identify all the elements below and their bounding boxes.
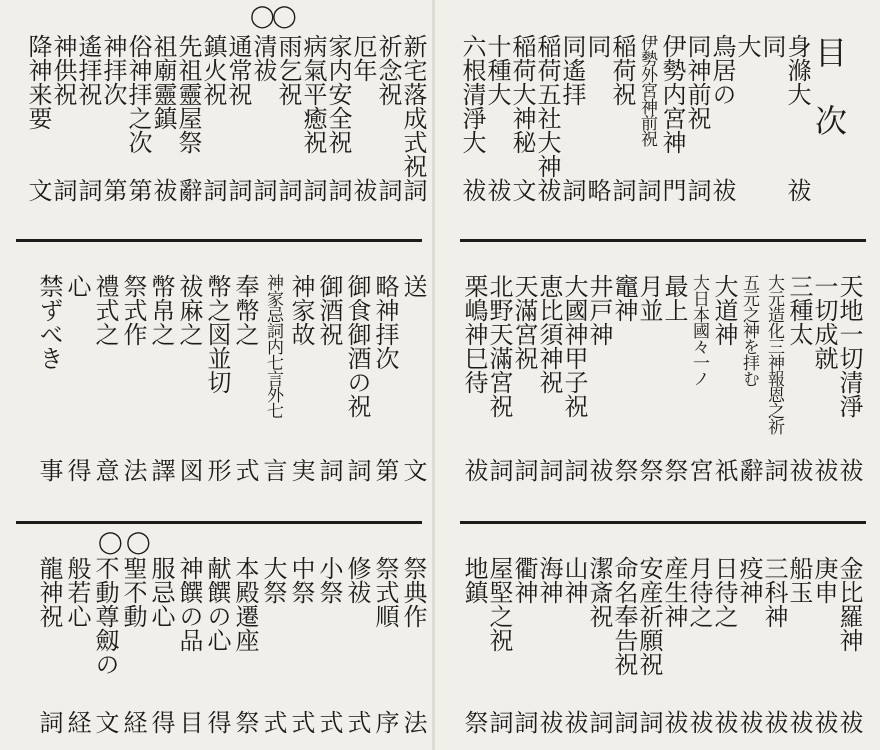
toc-entry	[174, 274, 202, 484]
toc-entry-title: 鎮火祝	[199, 34, 227, 106]
toc-entry-title: 竈神	[610, 274, 638, 322]
toc-entry-title: 厄年	[349, 34, 377, 82]
toc-entry-title: 神家故	[287, 274, 315, 346]
toc-entry-suffix: 詞	[399, 178, 427, 202]
toc-entry-title: 般若心	[63, 556, 91, 628]
toc-entry	[118, 274, 146, 484]
toc-entry-suffix: 経	[63, 710, 91, 734]
toc-entry-title: 御食御酒の祝	[343, 274, 371, 418]
toc-entry-suffix: 略	[583, 178, 611, 202]
toc-entry-suffix: 式	[287, 710, 315, 734]
toc-entry	[326, 34, 351, 204]
toc-entry-suffix: 辭	[735, 458, 763, 482]
toc-entry-title: 三種太	[785, 274, 813, 346]
toc-entry-title: 六根清淨大	[458, 34, 486, 154]
toc-entry-title: 祓麻之	[175, 274, 203, 346]
toc-entry-suffix: 宮	[685, 458, 713, 482]
toc-entry-suffix: 祓	[483, 178, 511, 202]
toc-entry-suffix: 詞	[760, 458, 788, 482]
toc-entry-title: 同遙拝	[558, 34, 586, 106]
toc-entry-suffix: 図	[175, 458, 203, 482]
toc-entry-title: 幣之図並切	[203, 274, 231, 394]
toc-entry	[735, 34, 760, 204]
toc-entry-suffix: 詞	[635, 710, 663, 734]
toc-block-middle-right	[456, 274, 862, 484]
toc-entry	[662, 556, 687, 736]
toc-entry	[276, 34, 301, 204]
toc-entry-title: 衢神	[510, 556, 538, 604]
toc-entry	[462, 274, 487, 484]
toc-entry-title: 聖不動	[119, 556, 147, 628]
toc-entry-title: 鳥居の	[708, 34, 736, 106]
toc-entry	[762, 556, 787, 736]
toc-entry-suffix: 得	[63, 458, 91, 482]
toc-entry-suffix: 文	[24, 178, 52, 202]
toc-entry-suffix: 祭	[460, 710, 488, 734]
toc-entry-title: 幣帛之	[147, 274, 175, 346]
toc-entry	[685, 34, 710, 204]
toc-entry	[62, 274, 90, 484]
toc-entry	[485, 34, 510, 204]
toc-entry-suffix: 祓	[660, 710, 688, 734]
toc-entry-title: 大元造化三神報恩之祈	[764, 274, 784, 434]
toc-entry	[535, 34, 560, 204]
toc-entry-suffix: 祓	[785, 458, 813, 482]
toc-entry-title: 命名奉告祝	[610, 556, 638, 676]
toc-entry-suffix: 門	[658, 178, 686, 202]
toc-entry-title: 庚申	[810, 556, 838, 604]
toc-entry-title: 送	[399, 274, 427, 298]
toc-entry	[787, 556, 812, 736]
toc-entry	[90, 556, 118, 736]
toc-entry-suffix: 法	[119, 458, 147, 482]
toc-entry	[560, 34, 585, 204]
toc-entry	[612, 274, 637, 484]
toc-entry-title: 屋堅之祝	[485, 556, 513, 652]
toc-entry-suffix: 祓	[533, 178, 561, 202]
toc-entry-title: 恵比須神祝	[535, 274, 563, 394]
toc-entry-title: 献饌の心	[203, 556, 231, 652]
toc-entry-suffix: 祓	[149, 178, 177, 202]
toc-entry	[202, 274, 230, 484]
toc-entry	[146, 274, 174, 484]
toc-entry-title: 稲荷祝	[608, 34, 636, 106]
toc-entry	[660, 34, 685, 204]
toc-entry	[90, 274, 118, 484]
toc-entry	[176, 34, 201, 204]
toc-entry	[635, 34, 660, 204]
toc-entry	[837, 556, 862, 736]
toc-entry-suffix: 詞	[585, 710, 613, 734]
toc-entry-title: 大	[733, 34, 761, 58]
toc-entry	[512, 556, 537, 736]
toc-entry-suffix: 式	[259, 710, 287, 734]
toc-entry-suffix: 祓	[708, 178, 736, 202]
toc-entry	[146, 556, 174, 736]
divider-rule	[16, 521, 422, 524]
toc-entry	[462, 556, 487, 736]
circle-mark-icon: ◯	[98, 530, 123, 555]
toc-entry-title: 通常祝	[224, 34, 252, 106]
toc-entry-title: 不動尊劔の	[91, 556, 119, 676]
toc-entry-title: 俗神拝之次	[124, 34, 152, 154]
toc-entry	[737, 556, 762, 736]
toc-entry	[460, 34, 485, 204]
toc-entry-title: 中祭	[287, 556, 315, 604]
toc-entry	[610, 34, 635, 204]
toc-entry-suffix: 言	[259, 458, 287, 482]
toc-entry-suffix: 詞	[608, 178, 636, 202]
toc-entry	[351, 34, 376, 204]
toc-entry-title: 栗嶋神巳待	[460, 274, 488, 394]
toc-entry	[662, 274, 687, 484]
toc-entry-suffix: 事	[35, 458, 63, 482]
toc-entry-title: 五元之神を拝む	[739, 274, 759, 386]
toc-entry-suffix: 祭	[231, 710, 259, 734]
toc-entry	[101, 34, 126, 204]
toc-entry-title: 身滌大	[783, 34, 811, 106]
circle-mark-icon: ◯	[272, 4, 297, 29]
toc-entry-suffix: 得	[147, 710, 175, 734]
toc-entry-title: 伊勢内宮神	[658, 34, 686, 154]
toc-entry	[837, 274, 862, 484]
toc-entry-title: 祭典作	[399, 556, 427, 628]
toc-entry-title: 安産祈願祝	[635, 556, 663, 676]
toc-entry-title: 伊勢外宮神前祝	[637, 34, 657, 146]
toc-block-lower-right	[456, 556, 862, 736]
toc-entry-title: 同	[758, 34, 786, 58]
toc-entry	[370, 274, 398, 484]
toc-entry-title: 病氣平癒祝	[299, 34, 327, 154]
toc-block-upper-left	[22, 34, 426, 204]
toc-entry	[370, 556, 398, 736]
toc-entry-title: 月待之	[685, 556, 713, 628]
toc-entry-suffix: 詞	[560, 458, 588, 482]
toc-entry-title: 稲荷大神秘	[508, 34, 536, 154]
toc-entry-title: 月並	[635, 274, 663, 322]
toc-entry	[487, 274, 512, 484]
toc-entry-title: 同	[583, 34, 611, 58]
toc-entry	[785, 34, 810, 204]
toc-block-upper-right	[458, 34, 810, 204]
toc-entry-suffix: 祓	[458, 178, 486, 202]
toc-entry-title: 十種大	[483, 34, 511, 106]
toc-entry-title: 祭式作	[119, 274, 147, 346]
toc-entry-title: 山神	[560, 556, 588, 604]
toc-entry-title: 龍神祝	[35, 556, 63, 628]
toc-entry	[612, 556, 637, 736]
toc-entry-suffix: 序	[371, 710, 399, 734]
toc-entry-suffix: 祭	[635, 458, 663, 482]
toc-entry	[230, 274, 258, 484]
toc-entry	[342, 556, 370, 736]
toc-entry-suffix: 祓	[710, 710, 738, 734]
toc-entry-title: 天地一切清淨	[835, 274, 863, 418]
toc-entry	[737, 274, 762, 484]
toc-entry	[712, 274, 737, 484]
toc-entry	[687, 556, 712, 736]
toc-entry-suffix: 詞	[485, 458, 513, 482]
toc-entry	[562, 556, 587, 736]
toc-entry-title: 最上	[660, 274, 688, 322]
toc-entry	[398, 556, 426, 736]
toc-entry	[258, 274, 286, 484]
toc-entry	[398, 274, 426, 484]
toc-entry	[487, 556, 512, 736]
toc-entry	[118, 556, 146, 736]
toc-entry-suffix: 詞	[299, 178, 327, 202]
toc-entry-suffix: 文	[399, 458, 427, 482]
toc-entry	[787, 274, 812, 484]
toc-entry-title: 一切成就	[810, 274, 838, 370]
toc-entry-suffix: 意	[91, 458, 119, 482]
toc-entry-suffix: 詞	[633, 178, 661, 202]
toc-entry-suffix: 祓	[810, 710, 838, 734]
toc-entry	[712, 556, 737, 736]
toc-entry-suffix: 詞	[74, 178, 102, 202]
column-gutter	[432, 0, 435, 750]
toc-entry	[174, 556, 202, 736]
toc-entry-title: 稲荷五社大神	[533, 34, 561, 178]
toc-entry-title: 祖廟靈鎮	[149, 34, 177, 130]
toc-entry	[286, 274, 314, 484]
toc-entry	[201, 34, 226, 204]
toc-entry-suffix: 第	[371, 458, 399, 482]
toc-entry-suffix: 詞	[610, 710, 638, 734]
toc-entry-suffix: 祭	[610, 458, 638, 482]
toc-entry	[637, 556, 662, 736]
toc-entry-title: 小祭	[315, 556, 343, 604]
toc-entry-title: 井戸神	[585, 274, 613, 346]
toc-entry-title: 神供祝	[49, 34, 77, 106]
toc-entry-suffix: 詞	[510, 458, 538, 482]
toc-entry	[587, 556, 612, 736]
toc-entry	[812, 556, 837, 736]
toc-entry-title: 家内安全祝	[324, 34, 352, 154]
toc-entry-title: 祭式順	[371, 556, 399, 628]
divider-rule	[16, 239, 422, 242]
toc-entry-suffix: 詞	[249, 178, 277, 202]
toc-entry-suffix: 法	[399, 710, 427, 734]
toc-entry-title: 降神来要	[24, 34, 52, 130]
divider-rule	[460, 239, 866, 242]
toc-entry-suffix: 詞	[274, 178, 302, 202]
toc-entry	[26, 34, 51, 204]
toc-entry	[126, 34, 151, 204]
toc-entry-suffix: 第	[124, 178, 152, 202]
toc-entry-suffix: 詞	[374, 178, 402, 202]
toc-entry	[562, 274, 587, 484]
toc-entry-suffix: 祓	[760, 710, 788, 734]
toc-entry-suffix: 詞	[315, 458, 343, 482]
toc-entry-suffix: 式	[343, 710, 371, 734]
toc-block-middle-left	[22, 274, 426, 484]
circle-mark-icon: ◯	[126, 530, 151, 555]
toc-entry-title: 潔斎祝	[585, 556, 613, 628]
toc-entry-title: 大國神甲子祝	[560, 274, 588, 418]
toc-entry-suffix: 詞	[199, 178, 227, 202]
toc-entry-title: 神拝次	[99, 34, 127, 106]
toc-entry-suffix: 文	[508, 178, 536, 202]
toc-entry	[34, 556, 62, 736]
toc-entry-title: 御酒祝	[315, 274, 343, 346]
toc-entry-suffix: 詞	[324, 178, 352, 202]
toc-entry-suffix: 祓	[460, 458, 488, 482]
toc-entry	[202, 556, 230, 736]
toc-entry-suffix: 詞	[683, 178, 711, 202]
toc-entry-title: 地鎮	[460, 556, 488, 604]
toc-entry	[812, 274, 837, 484]
toc-entry-suffix: 祓	[735, 710, 763, 734]
toc-entry-title: 同神前祝	[683, 34, 711, 130]
toc-entry-suffix: 祇	[710, 458, 738, 482]
toc-entry-suffix: 祓	[835, 710, 863, 734]
toc-entry-title: 新宅落成式祝	[399, 34, 427, 178]
toc-entry	[585, 34, 610, 204]
toc-entry-title: 禁ずべき	[35, 274, 63, 370]
toc-entry-title: 大日本國々一ノ	[689, 274, 709, 386]
toc-entry-suffix: 詞	[535, 458, 563, 482]
toc-entry	[301, 34, 326, 204]
toc-entry-title: 心	[63, 274, 91, 298]
toc-entry-suffix: 第	[99, 178, 127, 202]
toc-entry	[710, 34, 735, 204]
toc-entry	[34, 274, 62, 484]
toc-entry	[151, 34, 176, 204]
toc-entry	[637, 274, 662, 484]
toc-entry-title: 先祖靈屋祭	[174, 34, 202, 154]
toc-entry	[342, 274, 370, 484]
toc-entry	[62, 556, 90, 736]
toc-entry-title: 神饌の品	[175, 556, 203, 652]
toc-entry-suffix: 詞	[343, 458, 371, 482]
toc-entry-suffix: 式	[315, 710, 343, 734]
toc-entry-suffix: 祓	[835, 458, 863, 482]
toc-entry-title: 祈念祝	[374, 34, 402, 106]
toc-entry-title: 禮式之	[91, 274, 119, 346]
toc-entry-suffix: 祓	[685, 710, 713, 734]
page-title: 目次	[810, 36, 848, 172]
toc-entry-suffix: 文	[91, 710, 119, 734]
toc-entry	[51, 34, 76, 204]
toc-entry-title: 神家忌詞内七言外七	[263, 274, 283, 418]
toc-entry-suffix: 形	[203, 458, 231, 482]
toc-entry-suffix: 目	[175, 710, 203, 734]
toc-entry-title: 清祓	[249, 34, 277, 82]
toc-entry-suffix: 祓	[535, 710, 563, 734]
toc-entry-suffix: 祓	[349, 178, 377, 202]
toc-entry	[314, 556, 342, 736]
toc-entry-title: 奉幣之	[231, 274, 259, 346]
toc-entry	[762, 274, 787, 484]
toc-entry	[401, 34, 426, 204]
toc-entry	[226, 34, 251, 204]
toc-entry	[314, 274, 342, 484]
circle-mark-icon: ◯	[250, 4, 275, 29]
toc-entry-title: 船玉	[785, 556, 813, 604]
toc-entry	[76, 34, 101, 204]
toc-entry	[376, 34, 401, 204]
toc-entry	[251, 34, 276, 204]
toc-entry-suffix: 詞	[224, 178, 252, 202]
toc-entry	[537, 274, 562, 484]
toc-entry-title: 天滿宮祝	[510, 274, 538, 370]
toc-entry-suffix: 祓	[810, 458, 838, 482]
toc-entry-suffix: 祓	[560, 710, 588, 734]
toc-entry-suffix: 式	[231, 458, 259, 482]
toc-entry-suffix: 実	[287, 458, 315, 482]
toc-entry-suffix: 得	[203, 710, 231, 734]
toc-entry-suffix: 祓	[785, 710, 813, 734]
toc-entry-title: 日待之	[710, 556, 738, 628]
toc-entry	[512, 274, 537, 484]
toc-entry	[537, 556, 562, 736]
toc-entry-title: 修祓	[343, 556, 371, 604]
toc-entry-title: 大祭	[259, 556, 287, 604]
toc-entry-suffix: 譯	[147, 458, 175, 482]
toc-entry-suffix: 祭	[660, 458, 688, 482]
toc-entry-title: 本殿遷座	[231, 556, 259, 652]
toc-entry	[510, 34, 535, 204]
toc-entry-title: 疫神	[735, 556, 763, 604]
toc-entry-title: 大道神	[710, 274, 738, 346]
toc-entry-suffix: 詞	[485, 710, 513, 734]
toc-block-lower-left	[22, 556, 426, 736]
toc-entry	[230, 556, 258, 736]
toc-entry-title: 服忌心	[147, 556, 175, 628]
toc-entry-suffix: 詞	[510, 710, 538, 734]
toc-entry-title: 北野天滿宮祝	[485, 274, 513, 418]
toc-entry	[286, 556, 314, 736]
toc-entry-suffix: 祓	[783, 178, 811, 202]
toc-entry-suffix: 詞	[49, 178, 77, 202]
toc-entry-suffix: 詞	[35, 710, 63, 734]
toc-entry-title: 遙拝祝	[74, 34, 102, 106]
toc-entry-title: 海神	[535, 556, 563, 604]
toc-entry	[587, 274, 612, 484]
toc-entry	[760, 34, 785, 204]
toc-entry-title: 雨乞祝	[274, 34, 302, 106]
toc-entry	[687, 274, 712, 484]
toc-entry-title: 金比羅神	[835, 556, 863, 652]
toc-entry-title: 三科神	[760, 556, 788, 628]
toc-entry-title: 産生神	[660, 556, 688, 628]
divider-rule	[460, 521, 866, 524]
toc-entry-suffix: 祓	[585, 458, 613, 482]
toc-entry-suffix: 詞	[558, 178, 586, 202]
toc-entry-title: 略神拝次	[371, 274, 399, 370]
toc-entry-suffix: 辭	[174, 178, 202, 202]
toc-entry-suffix: 経	[119, 710, 147, 734]
toc-entry	[258, 556, 286, 736]
